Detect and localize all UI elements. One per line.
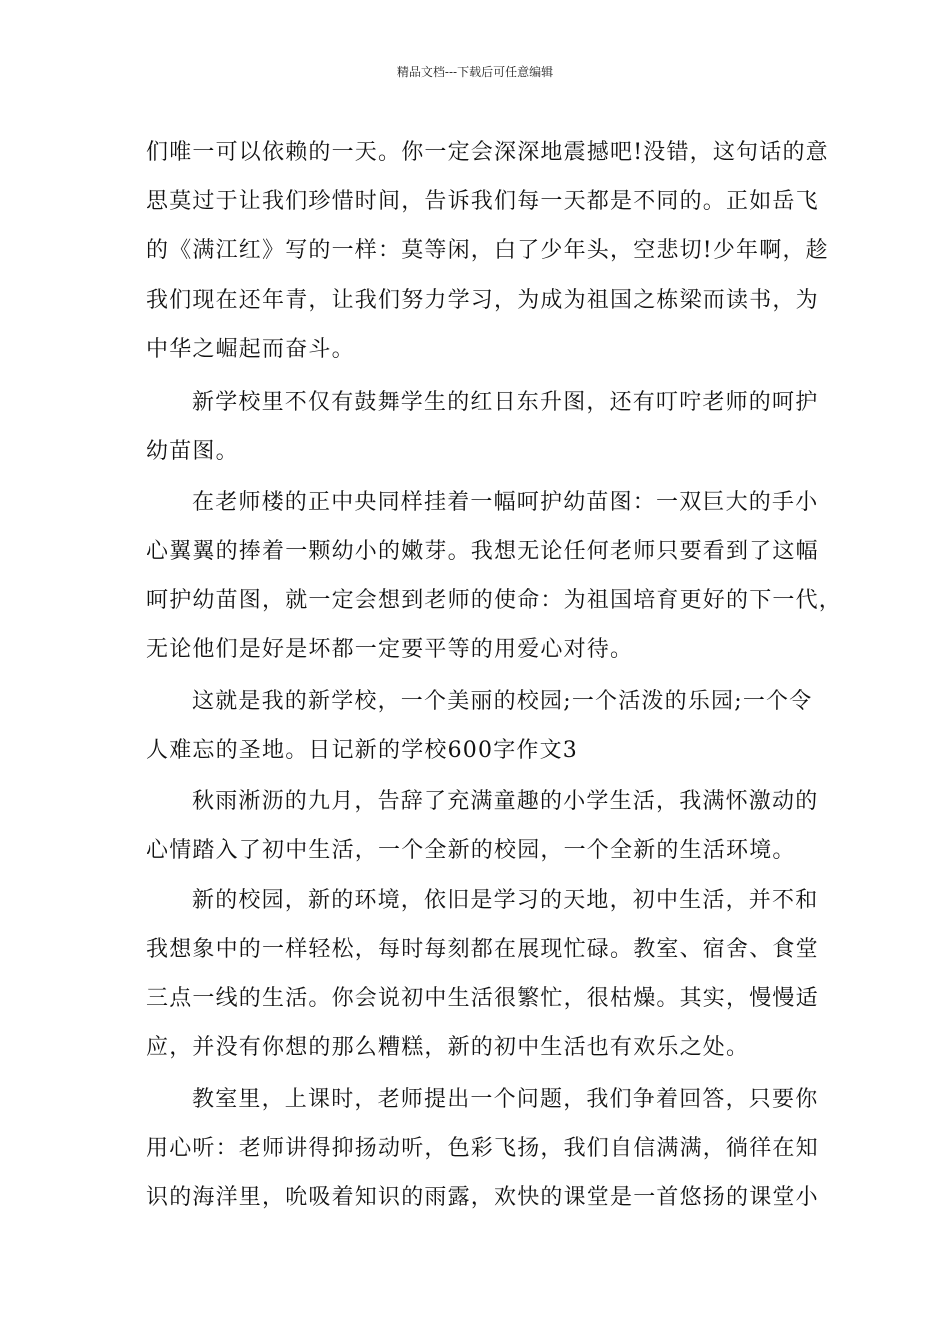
text-line: 无论他们是好是坏都一定要平等的用爱心对待。 — [146, 637, 634, 662]
text-line: 中华之崛起而奋斗。 — [146, 337, 355, 362]
text-line: 心情踏入了初中生活，一个全新的校园，一个全新的生活环境。 — [146, 838, 796, 863]
paragraph-first-line: 秋雨淅沥的九月，告辞了充满童趣的小学生活，我满怀激动的 — [192, 789, 819, 814]
paragraph-first-line: 教室里，上课时，老师提出一个问题，我们争着回答，只要你 — [192, 1087, 819, 1112]
text-line: 我想象中的一样轻松，每时每刻都在展现忙碌。教室、宿舍、食堂 — [146, 937, 819, 962]
text-line: 我们现在还年青，让我们努力学习，为成为祖国之栋梁而读书，为 — [146, 288, 819, 313]
text-line: 幼苗图。 — [146, 439, 239, 464]
text-line: 呵护幼苗图，就一定会想到老师的使命：为祖国培育更好的下一代， — [146, 588, 843, 613]
text-line: 用心听：老师讲得抑扬动听，色彩飞扬，我们自信满满，徜徉在知 — [146, 1136, 819, 1161]
text-line: 应，并没有你想的那么糟糕，新的初中生活也有欢乐之处。 — [146, 1035, 750, 1060]
text-line: 三点一线的生活。你会说初中生活很繁忙，很枯燥。其实，慢慢适 — [146, 986, 819, 1011]
text-line: 识的海洋里，吮吸着知识的雨露，欢快的课堂是一首悠扬的课堂小 — [146, 1185, 819, 1210]
text-line: 思莫过于让我们珍惜时间，告诉我们每一天都是不同的。正如岳飞 — [146, 189, 819, 214]
page-header: 精品文档---下载后可任意编辑 — [396, 65, 554, 79]
text-line: 心翼翼的捧着一颗幼小的嫩芽。我想无论任何老师只要看到了这幅 — [146, 539, 819, 564]
paragraph-first-line: 在老师楼的正中央同样挂着一幅呵护幼苗图：一双巨大的手小 — [192, 490, 819, 515]
paragraph-first-line: 这就是我的新学校，一个美丽的校园;一个活泼的乐园;一个令 — [192, 689, 813, 714]
paragraph-first-line: 新学校里不仅有鼓舞学生的红日东升图，还有叮咛老师的呵护 — [192, 390, 819, 415]
paragraph-first-line: 新的校园，新的环境，依旧是学习的天地，初中生活，并不和 — [192, 888, 819, 913]
text-line: 的《满江红》写的一样：莫等闲，白了少年头，空悲切!少年啊，趁 — [146, 238, 829, 263]
text-line: 们唯一可以依赖的一天。你一定会深深地震撼吧!没错，这句话的意 — [146, 140, 829, 165]
text-line: 人难忘的圣地。日记新的学校600字作文3 — [146, 738, 578, 763]
